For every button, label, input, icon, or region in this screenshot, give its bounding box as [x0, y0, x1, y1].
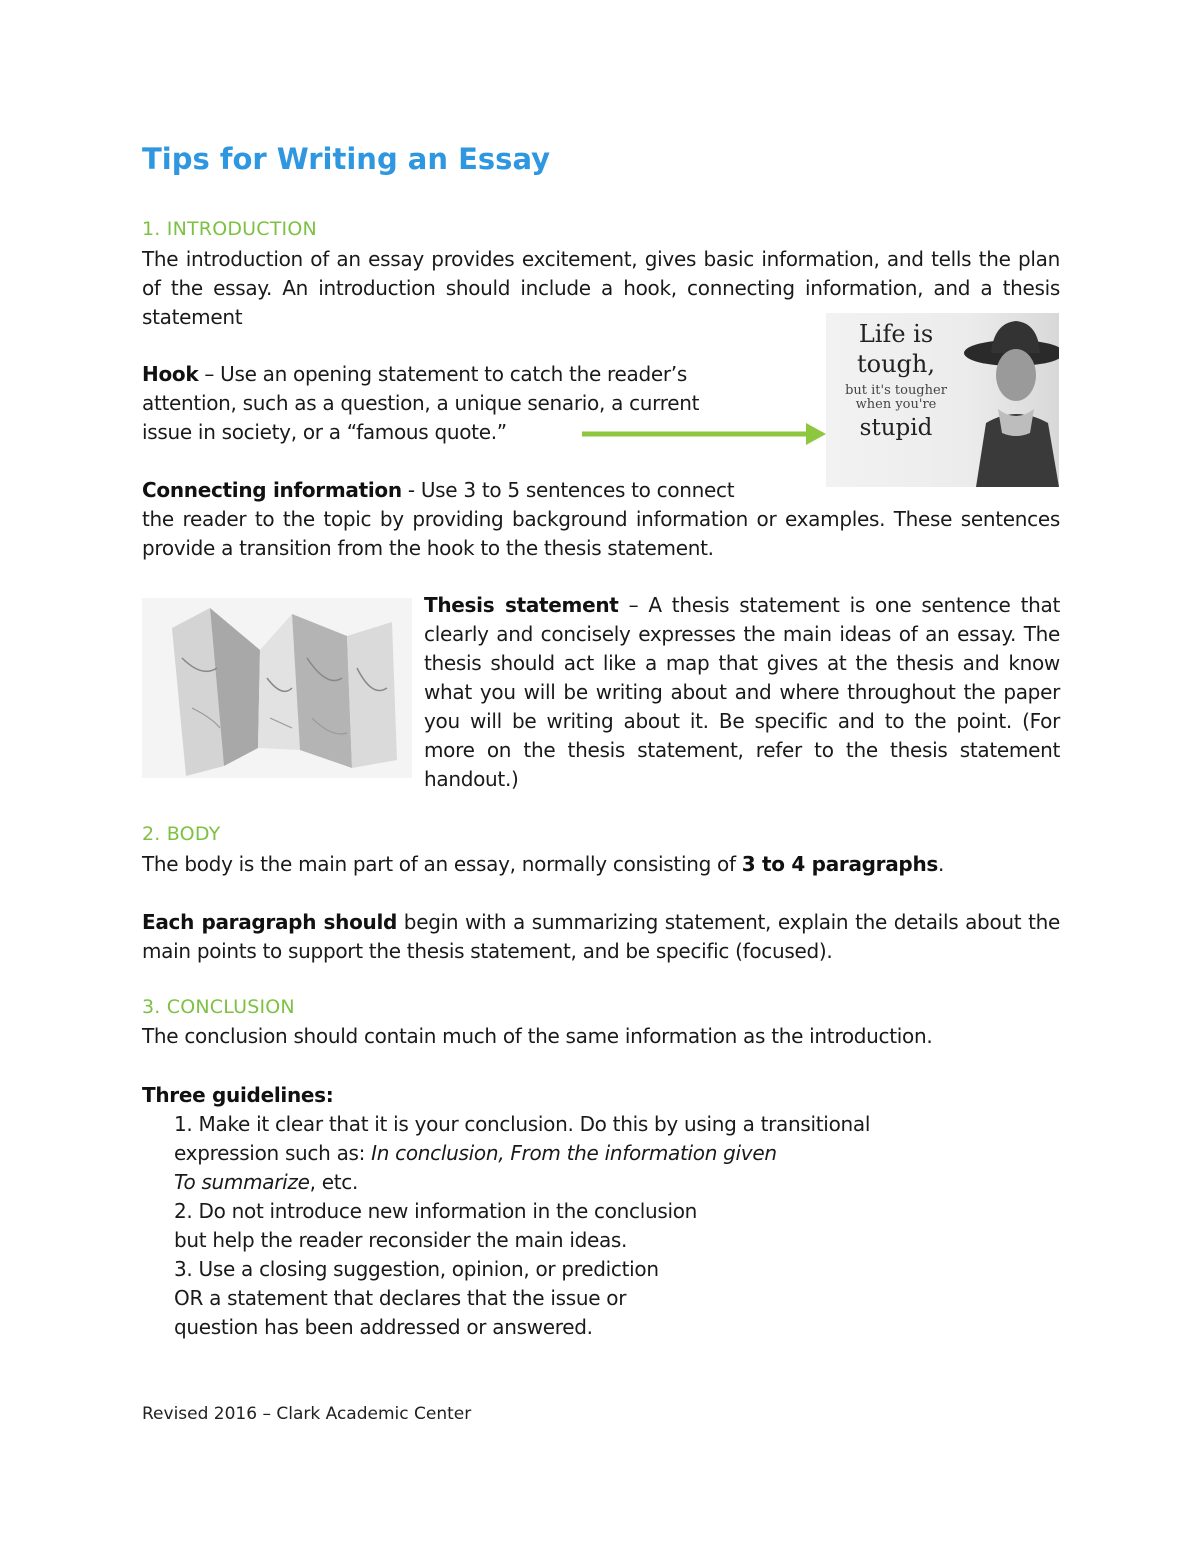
each-paragraph-paragraph: Each paragraph should begin with a summarizing statement, explain the details about the main points to support the thesis statement, and be specific (focused). [142, 910, 1061, 963]
quote-line-1: Life is [858, 320, 934, 348]
section-heading-introduction: 1. INTRODUCTION [142, 218, 317, 240]
guideline-3-line-2: OR a statement that declares that the issue or [174, 1286, 627, 1310]
guideline-3-line-3: question has been addressed or answered. [174, 1315, 593, 1339]
guideline-3-line-1: 3. Use a closing suggestion, opinion, or prediction [174, 1257, 659, 1281]
page-title: Tips for Writing an Essay [142, 142, 551, 176]
each-paragraph-label: Each paragraph should [142, 910, 398, 934]
connecting-information-paragraph: Connecting information - Use 3 to 5 sentences to connect the reader to the topic by providing background information or examples. These sentences provide a transition from the hook to the thesis statement. [142, 478, 1060, 560]
thesis-statement-label: Thesis statement [424, 593, 619, 617]
guideline-1-line-1: 1. Make it clear that it is your conclusion. Do this by using a transitional [174, 1112, 871, 1136]
guideline-1-line-2: expression such as: In conclusion, From the information given [174, 1141, 777, 1165]
connecting-information-label: Connecting information [142, 478, 402, 502]
guideline-2-line-1: 2. Do not introduce new information in the conclusion [174, 1199, 698, 1223]
section-heading-body: 2. BODY [142, 823, 221, 845]
quote-image [826, 313, 1059, 487]
folded-map-image [142, 598, 412, 778]
conclusion-paragraph: The conclusion should contain much of the same information as the introduction. [142, 1024, 933, 1048]
thesis-statement-paragraph: Thesis statement – A thesis statement is one sentence that clearly and concisely expresses the main ideas of an essay. The thesis should act like a map that gives at the thesis and know what you will be writing about and where throughout the paper you will be writing about it. Be specific and to the point. (For more on the thesis statement, refer to the thesis statement handout.) [424, 593, 1060, 791]
quote-line-3: but it's tougher [845, 382, 947, 398]
footer-revision-note: Revised 2016 – Clark Academic Center [142, 1404, 472, 1424]
guideline-1-line-3: To summarize, etc. [174, 1170, 359, 1194]
section-heading-conclusion: 3. CONCLUSION [142, 996, 295, 1018]
hook-paragraph: Hook – Use an opening statement to catch the reader’s attention, such as a question, a unique senario, a current issue in society, or a “famous quote.” [142, 362, 700, 444]
folded-map-icon [142, 598, 412, 778]
introduction-paragraph: The introduction of an essay provides excitement, gives basic information, and tells the plan of the essay. An introduction should include a hook, connecting information, and a thesis statement [142, 247, 1060, 329]
guideline-2-line-2: but help the reader reconsider the main ideas. [174, 1228, 628, 1252]
arrow-right-icon [580, 420, 830, 448]
quote-line-4: when you're [855, 397, 937, 413]
quote-line-5: stupid [859, 415, 933, 442]
quote-line-2: tough, [857, 350, 935, 379]
guidelines-label: Three guidelines: [142, 1083, 334, 1107]
body-paragraph: The body is the main part of an essay, normally consisting of 3 to 4 paragraphs. [142, 852, 945, 876]
hook-label: Hook [142, 362, 199, 386]
guidelines-list [174, 1110, 994, 1342]
